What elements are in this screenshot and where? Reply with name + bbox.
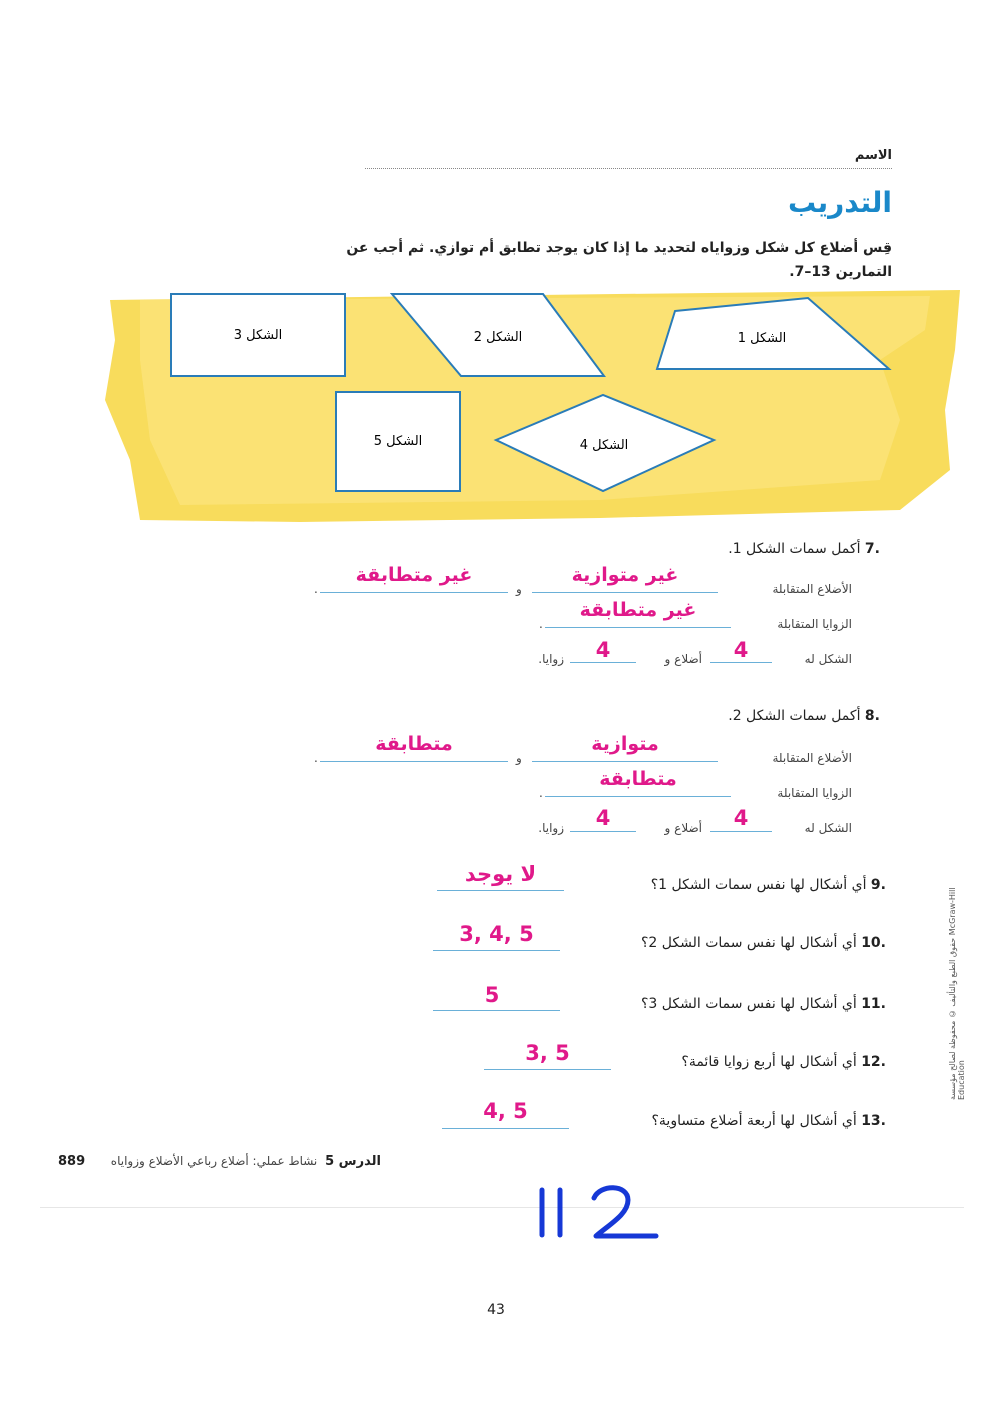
q7-angles-period: . — [539, 617, 543, 631]
q7-period: . — [314, 582, 318, 596]
shape-3-label: الشكل 3 — [233, 328, 283, 343]
q9-question: أي أشكال لها نفس سمات الشكل 1؟ — [650, 877, 867, 893]
book-footer — [58, 1154, 381, 1169]
q9-number: .9 — [870, 877, 886, 893]
q7-answer-sides-2: غير متطابقة — [355, 564, 473, 586]
footer-rule — [40, 1207, 964, 1208]
q7-angles-word: زوايا. — [538, 652, 564, 666]
q8-answer-count-sides: 4 — [733, 806, 749, 830]
q7-answer-sides-1: غير متوازية — [571, 564, 679, 586]
q7-has-label: الشكل له — [804, 652, 852, 666]
q10-number: .10 — [861, 935, 886, 951]
q7-sides-word: أضلاع و — [664, 652, 702, 666]
q8-sides-word: أضلاع و — [664, 821, 702, 835]
q8-count-sides-blank[interactable] — [710, 831, 772, 832]
q7-answer-count-sides: 4 — [733, 638, 749, 662]
q8-angles-word: زوايا. — [538, 821, 564, 835]
q12-question: أي أشكال لها أربع زوايا قائمة؟ — [681, 1054, 857, 1070]
instructions: قِس أضلاع كل شكل وزواياه لتحديد ما إذا كان يوجد تطابق أم توازي. ثم أجب عن التمارين 13–7. — [346, 240, 892, 280]
shape-4-label: الشكل 4 — [579, 438, 629, 453]
book-page-number: 889 — [58, 1154, 86, 1169]
q7-sides-blank-2[interactable] — [320, 592, 508, 593]
name-label: الاسم — [854, 148, 892, 163]
q13-answer-blank[interactable] — [442, 1128, 569, 1129]
q8-angles-period: . — [539, 786, 543, 800]
shape-5-label: الشكل 5 — [373, 434, 423, 449]
q11-question: أي أشكال لها نفس سمات الشكل 3؟ — [640, 996, 857, 1012]
q11-text — [641, 996, 886, 1012]
q7-count-angles-blank[interactable] — [570, 662, 636, 663]
q9-answer: لا يوجد — [464, 862, 537, 886]
q9-answer-blank[interactable] — [437, 890, 564, 891]
handwritten-number — [530, 1180, 670, 1250]
q10-answer-blank[interactable] — [433, 950, 560, 951]
q12-text — [681, 1054, 886, 1070]
q7-prompt: أكمل سمات الشكل 1. — [728, 541, 861, 557]
q8-has-label: الشكل له — [804, 821, 852, 835]
q7-count-sides-blank[interactable] — [710, 662, 772, 663]
q13-answer: 4, 5 — [483, 1099, 528, 1123]
q8-prompt: أكمل سمات الشكل 2. — [728, 708, 861, 724]
handwritten-number-text: 112 — [530, 1180, 532, 1181]
q11-answer-blank[interactable] — [433, 1010, 560, 1011]
q8-answer-angles: متطابقة — [599, 768, 677, 790]
q12-number: .12 — [861, 1054, 886, 1070]
shapes-figure — [0, 0, 992, 540]
q12-answer-blank[interactable] — [484, 1069, 611, 1070]
q8-angles-label: الزوايا المتقابلة — [777, 786, 852, 800]
q8-answer-count-angles: 4 — [595, 806, 611, 830]
q13-question: أي أشكال لها أربعة أضلاع متساوية؟ — [651, 1113, 857, 1129]
q8-heading — [728, 708, 880, 724]
q9-text — [651, 877, 886, 893]
q8-angles-blank[interactable] — [545, 796, 731, 797]
q8-sides-blank-2[interactable] — [320, 761, 508, 762]
lesson-label: الدرس 5 — [325, 1154, 381, 1169]
q10-text — [641, 935, 886, 951]
q8-answer-sides-2: متطابقة — [375, 733, 453, 755]
q13-number: .13 — [861, 1113, 886, 1129]
q8-number: .8 — [864, 708, 880, 724]
q12-answer: 3, 5 — [525, 1041, 570, 1065]
shape-1-label: الشكل 1 — [737, 331, 787, 346]
q13-text — [651, 1113, 886, 1129]
q7-sides-blank-1[interactable] — [532, 592, 718, 593]
q7-angles-blank[interactable] — [545, 627, 731, 628]
q8-and: و — [516, 751, 522, 765]
section-title: التدريب — [788, 186, 892, 219]
q7-angles-label: الزوايا المتقابلة — [777, 617, 852, 631]
lesson-title: نشاط عملي: أضلاع رباعي الأضلاع وزواياه — [110, 1154, 318, 1168]
q7-heading — [728, 541, 880, 557]
q10-answer: 3, 4, 5 — [459, 922, 534, 946]
q7-number: .7 — [864, 541, 880, 557]
page-number: 43 — [487, 1302, 505, 1318]
q8-count-angles-blank[interactable] — [570, 831, 636, 832]
shape-2-label: الشكل 2 — [473, 330, 523, 345]
q10-question: أي أشكال لها نفس سمات الشكل 2؟ — [640, 935, 857, 951]
q8-period: . — [314, 751, 318, 765]
q7-answer-angles: غير متطابقة — [579, 599, 697, 621]
q8-sides-blank-1[interactable] — [532, 761, 718, 762]
q8-answer-sides-1: متوازية — [591, 733, 659, 755]
q8-sides-label: الأضلاع المتقابلة — [772, 751, 852, 765]
q11-answer: 5 — [484, 983, 500, 1007]
q7-and: و — [516, 582, 522, 596]
copyright-side-note: حقوق الطبع والتأليف © محفوظة لصالح مؤسسة McGraw-Hill Education — [948, 887, 966, 1100]
q11-number: .11 — [861, 996, 886, 1012]
q7-answer-count-angles: 4 — [595, 638, 611, 662]
q7-sides-label: الأضلاع المتقابلة — [772, 582, 852, 596]
